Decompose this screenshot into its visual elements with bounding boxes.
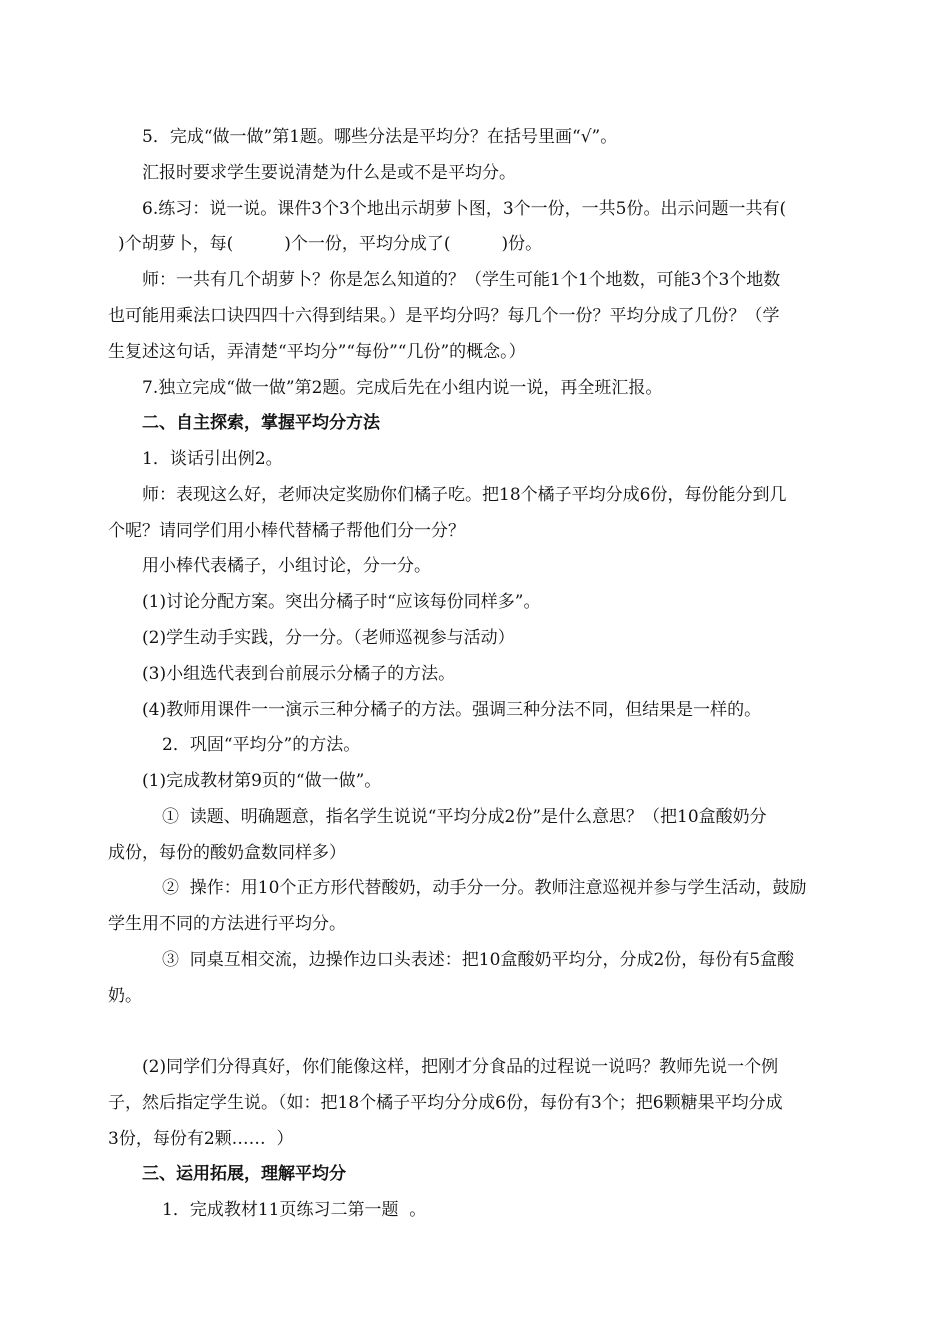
- paragraph-line: )个胡萝卜，每( )个一份，平均分成了( )份。: [118, 234, 543, 254]
- paragraph-line: 成份，每份的酸奶盒数同样多）: [108, 843, 346, 863]
- paragraph-line: 子，然后指定学生说。（如：把18个橘子平均分分成6份，每份有3个；把6颗糖果平均分成: [108, 1093, 783, 1113]
- paragraph-line: 师：表现这么好，老师决定奖励你们橘子吃。把18个橘子平均分成6份，每份能分到几: [142, 485, 787, 505]
- paragraph-line: 用小棒代表橘子，小组讨论，分一分。: [142, 556, 431, 576]
- paragraph-line: 1．完成教材11页练习二第一题 。: [162, 1200, 427, 1220]
- paragraph-line: (4)教师用课件一一演示三种分橘子的方法。强调三种分法不同，但结果是一样的。: [142, 700, 762, 720]
- paragraph-line: (3)小组选代表到台前展示分橘子的方法。: [142, 664, 456, 684]
- paragraph-line: (2)学生动手实践，分一分。（老师巡视参与活动）: [142, 628, 515, 648]
- paragraph-line: 奶。: [108, 986, 142, 1006]
- paragraph-line: 5．完成“做一做”第1题。哪些分法是平均分？在括号里画“√”。: [142, 127, 618, 147]
- paragraph-line: 1．谈话引出例2。: [142, 449, 283, 469]
- paragraph-line: 3份，每份有2颗…… ）: [108, 1129, 294, 1149]
- paragraph-line: 生复述这句话，弄清楚“平均分”“每份”“几份”的概念。）: [108, 342, 526, 362]
- paragraph-line: ③ 同桌互相交流，边操作边口头表述：把10盒酸奶平均分，分成2份，每份有5盒酸: [162, 950, 795, 970]
- section-heading: 二、自主探索，掌握平均分方法: [142, 413, 380, 433]
- paragraph-line: 学生用不同的方法进行平均分。: [108, 914, 346, 934]
- paragraph-line: 6.练习：说一说。课件3个3个地出示胡萝卜图，3个一份，一共5份。出示问题一共有(: [142, 199, 787, 219]
- paragraph-line: (1)讨论分配方案。突出分橘子时“应该每份同样多”。: [142, 592, 541, 612]
- paragraph-line: 个呢？请同学们用小棒代替橘子帮他们分一分？: [108, 521, 465, 541]
- section-heading: 三、运用拓展，理解平均分: [142, 1164, 346, 1184]
- paragraph-line: 2．巩固“平均分”的方法。: [162, 735, 361, 755]
- paragraph-line: 师：一共有几个胡萝卜？你是怎么知道的？（学生可能1个1个地数，可能3个3个地数: [142, 270, 781, 290]
- paragraph-line: ② 操作：用10个正方形代替酸奶，动手分一分。教师注意巡视并参与学生活动，鼓励: [162, 878, 807, 898]
- paragraph-line: 汇报时要求学生要说清楚为什么是或不是平均分。: [142, 163, 516, 183]
- paragraph-line: 7.独立完成“做一做”第2题。完成后先在小组内说一说，再全班汇报。: [142, 378, 663, 398]
- paragraph-line: (2)同学们分得真好，你们能像这样，把刚才分食品的过程说一说吗？教师先说一个例: [142, 1057, 779, 1077]
- paragraph-line: (1)完成教材第9页的“做一做”。: [142, 771, 382, 791]
- paragraph-line: ① 读题、明确题意，指名学生说说“平均分成2份”是什么意思？（把10盒酸奶分: [162, 807, 767, 827]
- paragraph-line: 也可能用乘法口诀四四十六得到结果。）是平均分吗？每几个一份？平均分成了几份？（学: [108, 306, 780, 326]
